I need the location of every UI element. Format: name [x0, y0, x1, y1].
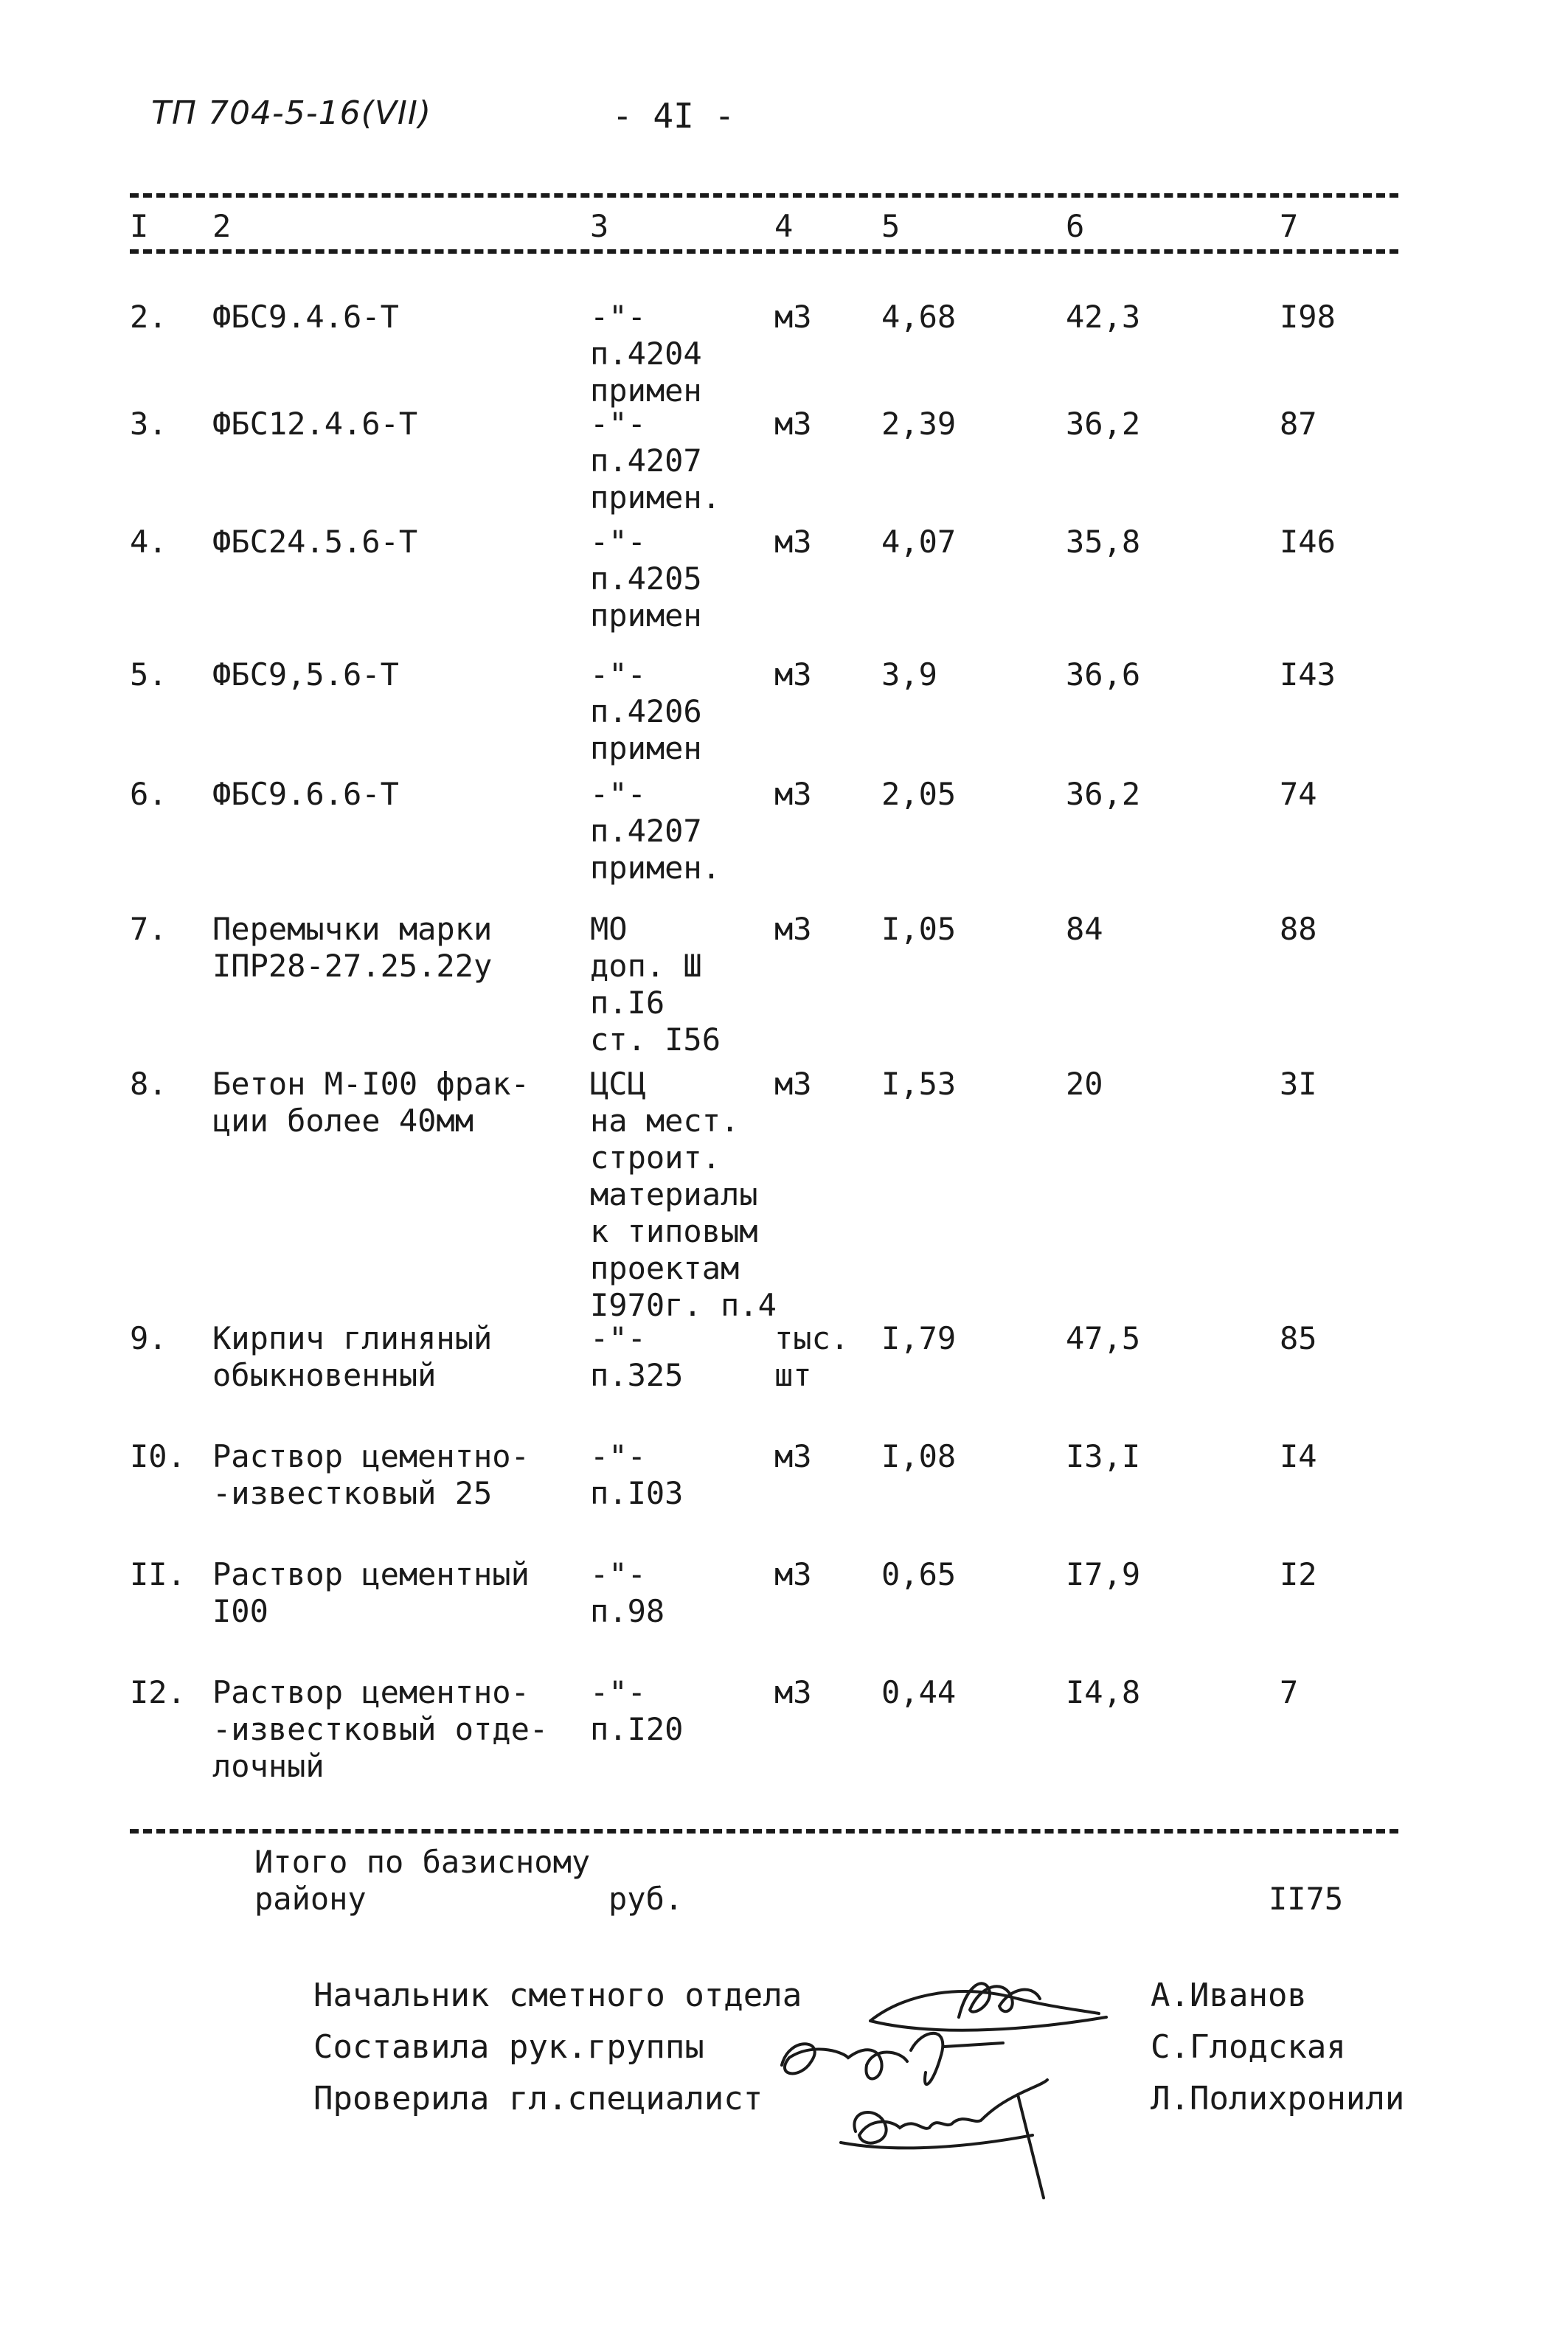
item-source: -"- п.4207 примен. — [590, 776, 721, 886]
item-unit: м3 — [774, 1066, 812, 1102]
item-price: I7,9 — [1066, 1556, 1141, 1592]
item-unit: м3 — [774, 776, 812, 812]
item-price: 36,6 — [1066, 656, 1141, 693]
row-number: I2. — [130, 1674, 186, 1710]
item-source: -"- п.325 — [590, 1320, 684, 1393]
item-unit: тыс. шт — [774, 1320, 850, 1393]
item-total: I2 — [1280, 1556, 1317, 1592]
item-price: 36,2 — [1066, 776, 1141, 812]
document-code: ТП 704-5-16(VII) — [151, 94, 432, 132]
item-unit: м3 — [774, 1674, 812, 1710]
item-price: 36,2 — [1066, 406, 1141, 442]
item-price: 84 — [1066, 911, 1103, 947]
item-quantity: I,79 — [881, 1320, 957, 1356]
table-top-rule — [130, 193, 1398, 198]
item-source: МО доп. Ш п.I6 ст. I56 — [590, 911, 721, 1058]
item-quantity: 2,05 — [881, 776, 957, 812]
item-total: 85 — [1280, 1320, 1317, 1356]
item-quantity: I,53 — [881, 1066, 957, 1102]
handwritten-signatures — [0, 1977, 1568, 2227]
item-total: I4 — [1280, 1438, 1317, 1474]
signer-title: Проверила гл.специалист — [313, 2080, 763, 2117]
row-number: 5. — [130, 656, 167, 693]
item-quantity: 4,07 — [881, 524, 957, 560]
item-name: Перемычки марки IПР28-27.25.22у — [212, 911, 493, 984]
item-source: -"- п.4204 примен — [590, 299, 702, 409]
row-number: 4. — [130, 524, 167, 560]
signer-title: Начальник сметного отдела — [313, 1977, 802, 2014]
column-header: I — [130, 208, 149, 244]
total-label: Итого по базисному району — [254, 1844, 591, 1917]
item-name: Кирпич глиняный обыкновенный — [212, 1320, 493, 1393]
row-number: II. — [130, 1556, 186, 1592]
item-name: ФБС9,5.6-Т — [212, 656, 399, 693]
item-price: 42,3 — [1066, 299, 1141, 335]
table-header-rule — [130, 249, 1398, 254]
item-source: -"- п.I20 — [590, 1674, 684, 1747]
total-unit: руб. — [608, 1881, 684, 1917]
item-name: Раствор цементно- -известковый отде- лочный — [212, 1674, 549, 1784]
item-total: I43 — [1280, 656, 1336, 693]
item-total: 3I — [1280, 1066, 1317, 1102]
page-number: - 4I - — [612, 96, 735, 136]
row-number: 8. — [130, 1066, 167, 1102]
item-name: ФБС9.6.6-Т — [212, 776, 399, 812]
signer-title: Составила рук.группы — [313, 2028, 704, 2066]
row-number: I0. — [130, 1438, 186, 1474]
item-total: 7 — [1280, 1674, 1299, 1710]
item-price: I3,I — [1066, 1438, 1141, 1474]
item-source: ЦСЦ на мест. строит. материалы к типовым проектам I970г. п.4 — [590, 1066, 777, 1323]
item-total: I98 — [1280, 299, 1336, 335]
row-number: 2. — [130, 299, 167, 335]
item-name: ФБС24.5.6-Т — [212, 524, 418, 560]
item-quantity: 2,39 — [881, 406, 957, 442]
signature-polikhronidi — [841, 2080, 1047, 2198]
item-price: 35,8 — [1066, 524, 1141, 560]
column-header: 6 — [1066, 208, 1085, 244]
item-price: I4,8 — [1066, 1674, 1141, 1710]
item-unit: м3 — [774, 1556, 812, 1592]
column-header: 5 — [881, 208, 901, 244]
signature-glodskaya — [782, 2033, 1003, 2084]
signature-ivanov — [870, 1983, 1106, 2030]
signer-name: А.Иванов — [1151, 1977, 1307, 2014]
item-unit: м3 — [774, 1438, 812, 1474]
item-total: 87 — [1280, 406, 1317, 442]
item-source: -"- п.4206 примен — [590, 656, 702, 766]
row-number: 3. — [130, 406, 167, 442]
item-name: Раствор цементно- -известковый 25 — [212, 1438, 530, 1511]
item-unit: м3 — [774, 406, 812, 442]
item-unit: м3 — [774, 299, 812, 335]
item-quantity: 4,68 — [881, 299, 957, 335]
item-name: ФБС9.4.6-Т — [212, 299, 399, 335]
table-bottom-rule — [130, 1829, 1398, 1834]
item-source: -"- п.98 — [590, 1556, 665, 1629]
item-price: 20 — [1066, 1066, 1103, 1102]
item-total: I46 — [1280, 524, 1336, 560]
column-header: 3 — [590, 208, 609, 244]
row-number: 7. — [130, 911, 167, 947]
item-source: -"- п.4207 примен. — [590, 406, 721, 516]
item-total: 88 — [1280, 911, 1317, 947]
row-number: 9. — [130, 1320, 167, 1356]
item-quantity: 3,9 — [881, 656, 937, 693]
item-name: Бетон М-I00 фрак- ции более 40мм — [212, 1066, 530, 1139]
item-quantity: 0,44 — [881, 1674, 957, 1710]
item-name: Раствор цементный I00 — [212, 1556, 530, 1629]
item-source: -"- п.4205 примен — [590, 524, 702, 634]
column-header: 2 — [212, 208, 232, 244]
signer-name: С.Глодская — [1151, 2028, 1346, 2066]
item-name: ФБС12.4.6-Т — [212, 406, 418, 442]
item-source: -"- п.I03 — [590, 1438, 684, 1511]
item-total: 74 — [1280, 776, 1317, 812]
column-header: 4 — [774, 208, 794, 244]
item-quantity: I,08 — [881, 1438, 957, 1474]
total-value: II75 — [1269, 1881, 1344, 1917]
item-quantity: 0,65 — [881, 1556, 957, 1592]
item-unit: м3 — [774, 524, 812, 560]
column-header: 7 — [1280, 208, 1299, 244]
item-price: 47,5 — [1066, 1320, 1141, 1356]
item-quantity: I,05 — [881, 911, 957, 947]
signer-name: Л.Полихронили — [1151, 2080, 1405, 2117]
item-unit: м3 — [774, 911, 812, 947]
item-unit: м3 — [774, 656, 812, 693]
row-number: 6. — [130, 776, 167, 812]
